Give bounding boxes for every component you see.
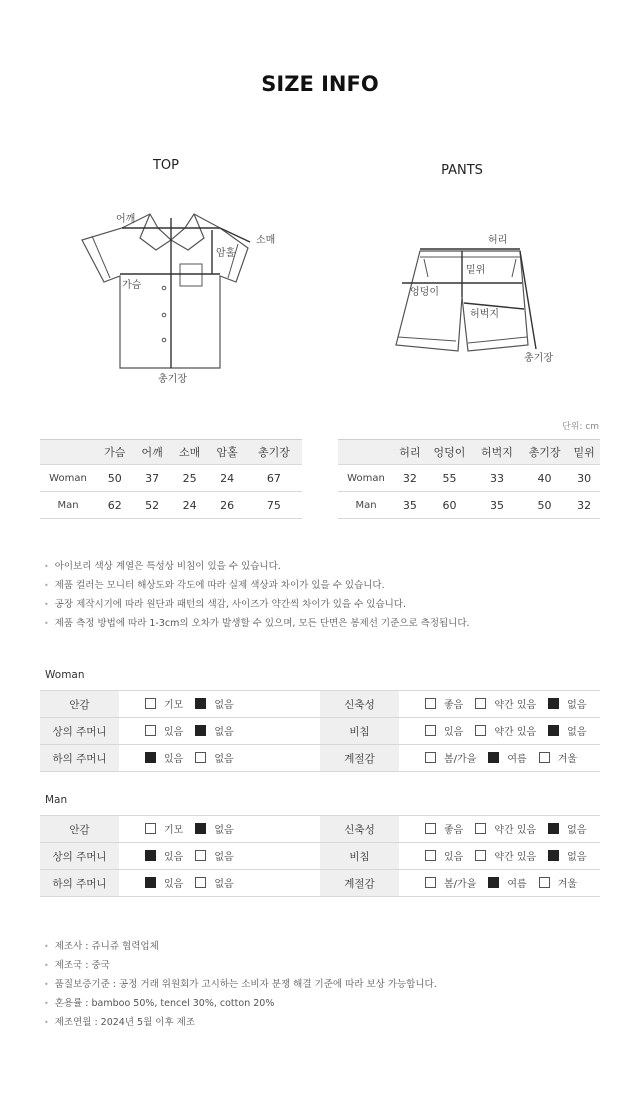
checked-box-icon[interactable]	[488, 752, 499, 763]
table-row	[40, 465, 302, 492]
feature-option[interactable]	[195, 723, 233, 738]
table-header: 밑위	[568, 440, 600, 465]
feature-option[interactable]	[425, 848, 463, 863]
table-header: 총기장	[521, 440, 569, 465]
feature-option[interactable]	[195, 848, 233, 863]
feature-name: 계절감	[320, 870, 399, 897]
table-cell: 75	[246, 492, 302, 519]
feature-options	[399, 816, 600, 843]
feature-name: 신축성	[320, 691, 399, 718]
feature-options	[119, 691, 320, 718]
unchecked-box-icon[interactable]	[425, 698, 436, 709]
checked-box-icon[interactable]	[195, 725, 206, 736]
feature-option[interactable]	[145, 821, 183, 836]
table-row	[40, 492, 302, 519]
feature-section-label: Man	[45, 794, 68, 806]
product-info-item: • 제조국 : 중국	[44, 956, 437, 975]
note-item: • 제품 측정 방법에 따라 1-3cm의 오차가 발생할 수 있으며, 모든 단면은 봉제선 기준으로 측정됩니다.	[44, 614, 470, 633]
option-label: 약간 있음	[494, 727, 537, 738]
pants-diagram-label: PANTS	[441, 163, 483, 178]
feature-option[interactable]	[548, 821, 586, 836]
feature-name: 상의 주머니	[40, 718, 119, 745]
checked-box-icon[interactable]	[195, 698, 206, 709]
pants-diagram	[390, 225, 570, 375]
unchecked-box-icon[interactable]	[145, 823, 156, 834]
table-row	[40, 843, 600, 870]
feature-section-label: Woman	[45, 669, 85, 681]
feature-option[interactable]	[475, 723, 536, 738]
feature-options	[119, 843, 320, 870]
shirt-armhole-label: 암홀	[216, 248, 236, 259]
option-label: 없음	[214, 825, 234, 836]
table-header	[40, 440, 96, 465]
pants-hip-label: 엉덩이	[410, 287, 439, 298]
shirt-shoulder-label: 어깨	[116, 214, 136, 225]
table-header: 소매	[171, 440, 208, 465]
unchecked-box-icon[interactable]	[195, 850, 206, 861]
checked-box-icon[interactable]	[548, 725, 559, 736]
option-label: 있음	[444, 852, 464, 863]
table-row	[40, 718, 600, 745]
table-header: 가슴	[96, 440, 133, 465]
pants-size-table	[338, 439, 600, 519]
shirt-outline	[82, 214, 248, 368]
feature-option[interactable]	[548, 696, 586, 711]
option-label: 약간 있음	[494, 700, 537, 711]
feature-options	[399, 691, 600, 718]
shirt-chest-label: 가슴	[122, 280, 142, 291]
feature-option[interactable]	[145, 723, 183, 738]
feature-options	[119, 816, 320, 843]
feature-table	[40, 690, 600, 772]
unchecked-box-icon[interactable]	[195, 752, 206, 763]
feature-option[interactable]	[475, 696, 536, 711]
product-info-item: • 제조연월 : 2024년 5월 이후 제조	[44, 1013, 437, 1032]
note-item: • 아이보리 색상 계열은 특성상 비침이 있을 수 있습니다.	[44, 557, 470, 576]
row-label: Woman	[338, 465, 394, 492]
top-diagram-label: TOP	[152, 158, 179, 173]
feature-option[interactable]	[145, 848, 183, 863]
unchecked-box-icon[interactable]	[145, 725, 156, 736]
unchecked-box-icon[interactable]	[425, 752, 436, 763]
feature-options	[399, 870, 600, 897]
table-cell: 33	[473, 465, 521, 492]
feature-option[interactable]	[195, 875, 233, 890]
feature-option[interactable]	[195, 821, 233, 836]
unit-label: 단위: cm	[562, 422, 599, 432]
pants-rise-label: 밑위	[466, 265, 486, 276]
notes-list	[44, 557, 470, 633]
feature-option[interactable]	[195, 750, 233, 765]
table-cell: 55	[426, 465, 474, 492]
table-cell: 35	[473, 492, 521, 519]
shirt-length-label: 총기장	[158, 374, 187, 385]
feature-option[interactable]	[145, 696, 183, 711]
option-label: 겨울	[557, 879, 578, 890]
feature-name: 신축성	[320, 816, 399, 843]
unchecked-box-icon[interactable]	[425, 725, 436, 736]
unchecked-box-icon[interactable]	[195, 877, 206, 888]
table-header: 암홀	[208, 440, 245, 465]
row-label: Man	[40, 492, 96, 519]
pants-length-label: 총기장	[524, 353, 553, 364]
option-label: 있음	[164, 852, 184, 863]
feature-options	[119, 870, 320, 897]
feature-name: 계절감	[320, 745, 399, 772]
table-cell: 24	[171, 492, 208, 519]
feature-option[interactable]	[195, 696, 233, 711]
option-label: 있음	[164, 727, 184, 738]
page-title: SIZE INFO	[261, 72, 379, 96]
table-cell: 40	[521, 465, 569, 492]
note-item: • 공장 제작시기에 따라 원단과 패턴의 색감, 사이즈가 약간씩 차이가 있을 수 있습니다.	[44, 595, 470, 614]
option-label: 있음	[164, 879, 184, 890]
table-cell: 62	[96, 492, 133, 519]
pants-waist-label: 허리	[488, 235, 508, 246]
checked-box-icon[interactable]	[145, 752, 156, 763]
feature-option[interactable]	[548, 848, 586, 863]
table-header	[338, 440, 394, 465]
checked-box-icon[interactable]	[548, 823, 559, 834]
feature-option[interactable]	[425, 696, 463, 711]
feature-option[interactable]	[145, 750, 183, 765]
checked-box-icon[interactable]	[548, 698, 559, 709]
feature-option[interactable]	[145, 875, 183, 890]
option-label: 여름	[507, 754, 527, 765]
feature-option[interactable]	[548, 723, 586, 738]
table-cell: 35	[394, 492, 426, 519]
table-cell: 30	[568, 465, 600, 492]
unchecked-box-icon[interactable]	[539, 752, 550, 763]
feature-options	[399, 745, 600, 772]
table-header: 허리	[394, 440, 426, 465]
option-label: 좋음	[444, 825, 464, 836]
table-cell: 52	[133, 492, 170, 519]
option-label: 좋음	[444, 700, 464, 711]
shirt-sleeve-label: 소매	[256, 235, 276, 246]
table-cell: 67	[246, 465, 302, 492]
feature-option[interactable]	[475, 848, 536, 863]
pants-thigh-label: 허벅지	[470, 309, 499, 320]
table-header-row	[338, 440, 600, 465]
option-label: 있음	[164, 754, 184, 765]
unchecked-box-icon[interactable]	[475, 823, 486, 834]
option-label: 없음	[214, 852, 234, 863]
unchecked-box-icon[interactable]	[539, 877, 550, 888]
table-header: 총기장	[246, 440, 302, 465]
feature-options	[399, 843, 600, 870]
table-cell: 32	[568, 492, 600, 519]
option-label: 기모	[164, 700, 184, 711]
table-cell: 50	[96, 465, 133, 492]
feature-option[interactable]	[488, 875, 526, 890]
table-cell: 24	[208, 465, 245, 492]
feature-name: 안감	[40, 816, 119, 843]
table-row	[338, 492, 600, 519]
option-label: 없음	[567, 852, 587, 863]
option-label: 봄/가을	[444, 754, 477, 765]
feature-name: 비침	[320, 843, 399, 870]
option-label: 겨울	[557, 754, 578, 765]
unchecked-box-icon[interactable]	[475, 725, 486, 736]
option-label: 있음	[444, 727, 464, 738]
table-row	[40, 816, 600, 843]
product-info-item: • 제조사 : 쥬니쥬 협력업체	[44, 937, 437, 956]
note-item: • 제품 컬러는 모니터 해상도와 각도에 따라 실제 색상과 차이가 있을 수 있습니다.	[44, 576, 470, 595]
feature-option[interactable]	[539, 750, 577, 765]
unchecked-box-icon[interactable]	[145, 698, 156, 709]
option-label: 없음	[567, 825, 587, 836]
feature-name: 비침	[320, 718, 399, 745]
feature-name: 하의 주머니	[40, 745, 119, 772]
table-cell: 26	[208, 492, 245, 519]
feature-options	[119, 718, 320, 745]
unchecked-box-icon[interactable]	[475, 698, 486, 709]
option-label: 없음	[214, 700, 234, 711]
feature-options	[119, 745, 320, 772]
feature-option[interactable]	[425, 750, 476, 765]
table-header: 허벅지	[473, 440, 521, 465]
option-label: 없음	[214, 879, 234, 890]
shirt-diagram	[70, 200, 290, 390]
unchecked-box-icon[interactable]	[425, 823, 436, 834]
table-header-row	[40, 440, 302, 465]
feature-name: 상의 주머니	[40, 843, 119, 870]
option-label: 약간 있음	[494, 825, 537, 836]
unchecked-box-icon[interactable]	[425, 850, 436, 861]
table-row	[40, 691, 600, 718]
option-label: 없음	[567, 700, 587, 711]
feature-name: 안감	[40, 691, 119, 718]
checked-box-icon[interactable]	[145, 850, 156, 861]
feature-table	[40, 815, 600, 897]
checked-box-icon[interactable]	[548, 850, 559, 861]
feature-option[interactable]	[425, 821, 463, 836]
top-size-table	[40, 439, 302, 519]
product-info-item: • 품질보증기준 : 공정 거래 위원회가 고시하는 소비자 분쟁 해결 기준에 따라 보상 가능합니다.	[44, 975, 437, 994]
checked-box-icon[interactable]	[145, 877, 156, 888]
table-row	[40, 745, 600, 772]
feature-option[interactable]	[488, 750, 526, 765]
feature-option[interactable]	[425, 723, 463, 738]
option-label: 여름	[507, 879, 527, 890]
checked-box-icon[interactable]	[195, 823, 206, 834]
feature-option[interactable]	[425, 875, 476, 890]
product-info-item: • 혼용률 : bamboo 50%, tencel 30%, cotton 20%	[44, 994, 437, 1013]
table-header: 엉덩이	[426, 440, 474, 465]
feature-name: 하의 주머니	[40, 870, 119, 897]
table-row	[338, 465, 600, 492]
table-cell: 60	[426, 492, 474, 519]
table-cell: 25	[171, 465, 208, 492]
table-cell: 50	[521, 492, 569, 519]
option-label: 봄/가을	[444, 879, 477, 890]
option-label: 없음	[567, 727, 587, 738]
table-cell: 32	[394, 465, 426, 492]
feature-option[interactable]	[539, 875, 577, 890]
option-label: 없음	[214, 727, 234, 738]
feature-option[interactable]	[475, 821, 536, 836]
option-label: 없음	[214, 754, 234, 765]
checked-box-icon[interactable]	[488, 877, 499, 888]
product-info-list	[44, 937, 437, 1032]
row-label: Woman	[40, 465, 96, 492]
feature-options	[399, 718, 600, 745]
table-cell: 37	[133, 465, 170, 492]
unchecked-box-icon[interactable]	[475, 850, 486, 861]
row-label: Man	[338, 492, 394, 519]
unchecked-box-icon[interactable]	[425, 877, 436, 888]
table-row	[40, 870, 600, 897]
option-label: 기모	[164, 825, 184, 836]
table-header: 어깨	[133, 440, 170, 465]
option-label: 약간 있음	[494, 852, 537, 863]
